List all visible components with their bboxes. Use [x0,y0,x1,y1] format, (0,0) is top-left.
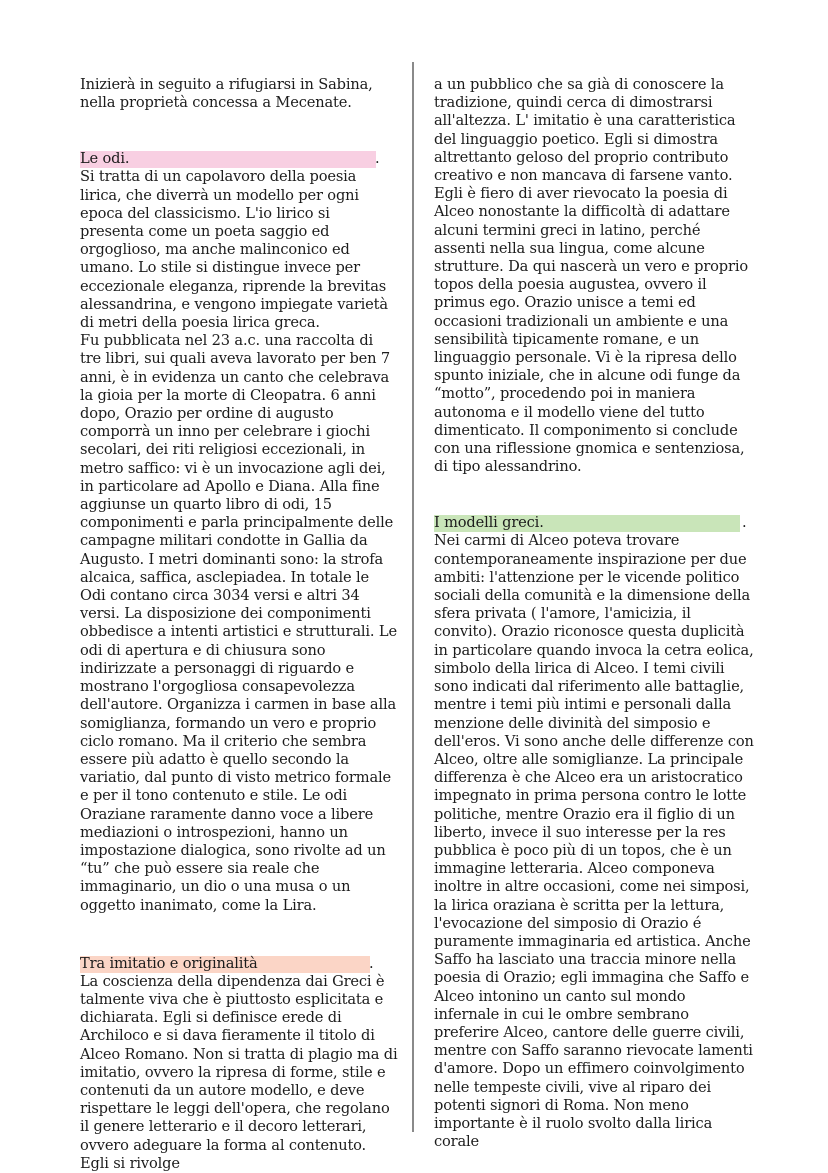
heading-le-odi [80,150,398,168]
heading-trailing-dot: . [375,150,380,168]
right-column [434,76,754,1151]
imitatio-paragraph-2: a un pubblico che sa già di conoscere la tradizione, quindi cerca di dimostrarsi all'altezza. L' imitatio è una caratteristica del linguaggio poetico. Egli si dimostra altrettanto geloso del proprio contributo creativo e non mancava di farsene vanto. Egli è fiero di aver rievocato la poesia di Alceo nonostante la difficoltà di adattare alcuni termini greci in latino, perché assenti nella sua lingua, come alcune strutture. Da qui nascerà un vero e proprio topos della poesia augustea, ovvero il primus ego. Orazio unisce a temi ed occasioni tradizionali un ambiente e una sensibilità tipicamente romane, e un linguaggio personale. Vi è la ripresa dello spunto iniziale, che in alcune odi funge da “motto”, procedendo poi in maniera autonoma e il modello viene del tutto dimenticato. Il componimento si conclude con una riflessione gnomica e sentenziosa, di tipo alessandrino. [434,76,748,476]
heading-i-modelli-greci [434,514,754,532]
column-divider [412,62,414,1132]
heading-text: Tra imitatio e originalità [80,954,258,972]
modelli-paragraph-1: Nei carmi di Alceo poteva trovare contemporaneamente inspirazione per due ambiti: l'attenzione per le vicende politico sociali della comunità e la dimensione della sfera privata ( l'amore, l'amicizia, il convito). Orazio riconosce questa duplicità in particolare quando invoca la cetra eolica, simbolo della lirica di Alceo. I temi civili sono indicati dal riferimento alle battaglie, mentre i temi più intimi e personali dalla menzione delle divinità del simposio e dell'eros. Vi sono anche delle differenze con Alceo, oltre alle somiglianze. La principale differenza è che Alceo era un aristocratico impegnato in prima persona contro le lotte politiche, mentre Orazio era il figlio di un liberto, invece il suo interesse per la res pubblica è poco più di un topos, che è un immagine letteraria. Alceo componeva inoltre in altre occasioni, come nei simposi, la lirica oraziana è scritta per la lettura, l'evocazione del simposio di Orazio é puramente immaginaria ed artistica. Anche Saffo ha lasciato una traccia minore nella poesia di Orazio; egli immagina che Saffo e Alceo intonino un canto sul mondo infernale in cui le ombre sembrano preferire Alceo, cantore delle guerre civili, mentre con Saffo saranno rievocate lamenti d'amore. Dopo un effimero coinvolgimento nelle tempeste civili, vive al riparo dei potenti signori di Roma. Non meno importante è il ruolo svolto dalla lirica corale [434,532,754,1151]
odi-paragraph-2: Fu pubblicata nel 23 a.c. una raccolta di tre libri, sui quali aveva lavorato per ben 7 anni, è in evidenza un canto che celebrava la gioia per la morte di Cleopatra. 6 anni dopo, Orazio per ordine di augusto comporrà un inno per celebrare i giochi secolari, dei riti religiosi eccezionali, in metro saffico: vi è un invocazione agli dei, in particolare ad Apollo e Diana. Alla fine aggiunse un quarto libro di odi, 15 componimenti e parla principalmente delle campagne militari condotte in Gallia da Augusto. I metri dominanti sono: la strofa alcaica, saffica, asclepiadea. In totale le Odi contano circa 3034 versi e altri 34 versi. La disposizione dei componimenti obbedisce a intenti artistici e strutturali. Le odi di apertura e di chiusura sono indirizzate a personaggi di riguardo e mostrano l'orgogliosa consapevolezza dell'autore. Organizza i carmen in base alla somiglianza, formando un vero e proprio ciclo romano. Ma il criterio che sembra essere più adatto è quello secondo la variatio, dal punto di visto metrico formale e per il tono contenuto e stile. Le odi Oraziane raramente danno voce a libere mediazioni o introspezioni, hanno un impostazione dialogica, sono rivolte ad un “tu” che può essere sia reale che immaginario, un dio o una musa o un oggetto inanimato, come la Lira. [80,332,397,914]
odi-paragraph-1: Si tratta di un capolavoro della poesia lirica, che diverrà un modello per ogni epoca del classicismo. L'io lirico si presenta come un poeta saggio ed orgoglioso, ma anche malinconico ed umano. Lo stile si distingue invece per eccezionale eleganza, riprende la brevitas alessandrina, e vengono impiegate varietà di metri della poesia lirica greca. [80,168,388,332]
heading-text: Le odi. [80,150,130,168]
intro-paragraph: Inizierà in seguito a rifugiarsi in Sabina, nella proprietà concessa a Mecenate. [80,76,373,112]
heading-text: I modelli greci. [434,514,544,532]
left-column [80,76,398,1173]
heading-tra-imitatio-e-originalita [80,955,398,973]
heading-trailing-dot: . [369,954,374,972]
imitatio-paragraph-1: La coscienza della dipendenza dai Greci è talmente viva che è piuttosto esplicitata e dichiarata. Egli si definisce erede di Archiloco e si dava fieramente il titolo di Alceo Romano. Non si tratta di plagio ma di imitatio, ovvero la ripresa di forme, stile e contenuti da un autore modello, e deve rispettare le leggi dell'opera, che regolano il genere letterario e il decoro letterari, ovvero adeguare la forma al contenuto. Egli si rivolge [80,972,398,1172]
heading-trailing-dot: . [742,514,747,532]
